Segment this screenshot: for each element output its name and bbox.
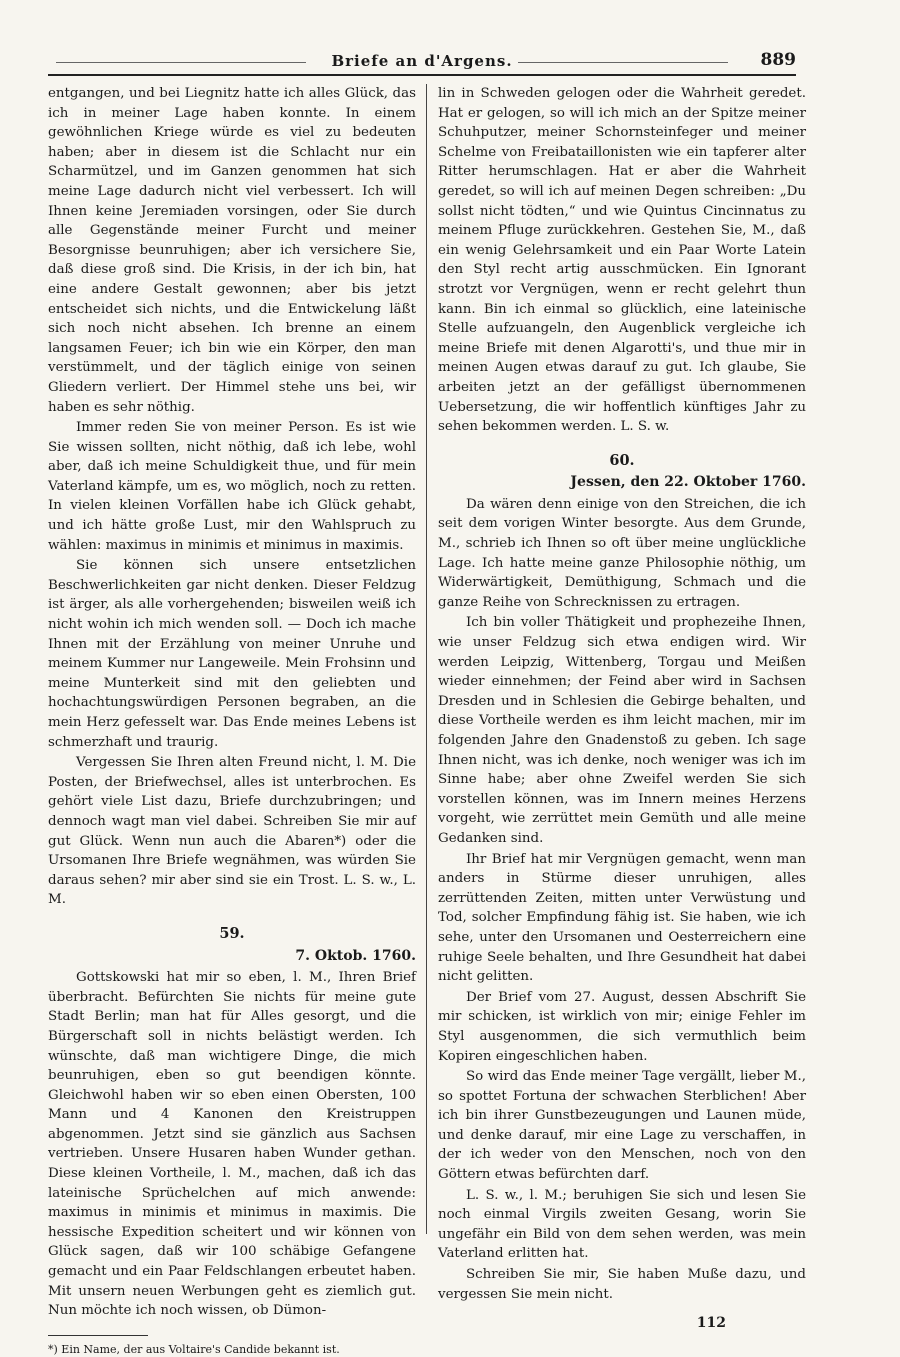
book-page — [48, 44, 806, 1356]
paragraph: lin in Schweden gelogen oder die Wahrheit geredet. Hat er gelogen, so will ich mich an der Spitze meiner Schuhputzer, meiner Schornsteinfeger und meiner Schelme von Freibataillonisten wie ein tapferer alter Ritter herumschlagen. Hat er aber die Wahrheit geredet, so will ich auf meinen Degen schreiben: „Du sollst nicht tödten,“ und wie Quintus Cincinnatus zu meinem Pfluge zurückkehren. Gestehen Sie, M., daß ein wenig Gelehrsamkeit und ein Paar Worte Latein den Styl recht artig ausschmücken. Ein Ignorant strotzt vor Vergnügen, wenn er recht gelehrt thun kann. Bin ich einmal so glücklich, eine lateinische Stelle aufzuangeln, den Augenblick vergleiche ich meine Briefe mit denen Algarotti's, und thue mir in meinen Augen etwas darauf zu gut. Ich glaube, Sie arbeiten jetzt an der gefälligst übernommenen Uebersetzung, die wir hoffentlich künftiges Jahr zu sehen bekommen werden. L. S. w. — [438, 86, 806, 435]
paragraph: Vergessen Sie Ihren alten Freund nicht, l. M. Die Posten, der Briefwechsel, alles ist unterbrochen. Es gehört viele List dazu, Briefe durchzubringen; und dennoch wagt man viel dabei. Schreiben Sie mir auf gut Glück. Wenn nun auch die Abaren*) oder die Ursomanen Ihre Briefe wegnähmen, was würden Sie daraus sehen? mir aber sind sie ein Trost. L. S. w., L. M. — [48, 755, 416, 908]
page-number: 889 — [760, 50, 796, 70]
letter-number: 60. — [609, 451, 635, 469]
paragraph: Gottskowski hat mir so eben, l. M., Ihren Brief überbracht. Befürchten Sie nichts für meine gute Stadt Berlin; man hat für Alles gesorgt, und die Bürgerschaft soll in nichts belästigt werden. Ich wünschte, daß man wichtigere Dinge, die mich beunruhigen, eben so gut beendigen könnte. Gleichwohl haben wir so eben einen Obersten, 100 Mann und 4 Kanonen den Kreistruppen abgenommen. Jetzt sind sie gänzlich aus Sachsen vertrieben. Unsere Husaren haben Wunder gethan. Diese kleinen Vortheile, l. M., machen, daß ich das lateinische Sprüchelchen auf mich anwende: maximus in minimis et minimus in maximis. Die hessische Expedition scheitert und wir können von Glück sagen, daß wir 100 schäbige Gefangene gemacht und ein Paar Feldschlangen erbeutet haben. Mit unsern neuen Werbungen geht es ziemlich gut. Nun möchte ich noch wissen, ob Dümon- — [48, 970, 416, 1319]
letter-number: 59. — [219, 924, 245, 942]
paragraph: Ihr Brief hat mir Vergnügen gemacht, wenn man anders in Stürme dieser unruhigen, alles zerrüttenden Zeiten, mitten unter Verwüstung und Tod, solcher Empfindung fähig ist. Sie haben, wie ich sehe, unter den Ursomanen und Oesterreichern eine ruhige Seele behalten, und Ihre Gesundheit hat dabei nicht gelitten. — [438, 851, 806, 985]
letter-date: 7. Oktob. 1760. — [295, 947, 416, 964]
column-divider — [426, 84, 427, 1234]
paragraph: Sie können sich unsere entsetzlichen Beschwerlichkeiten gar nicht denken. Dieser Feldzug ist ärger, als alle vorhergehenden; bisweilen weiß ich nicht wohin ich mich wenden soll. — Doch ich mache Ihnen mit der Erzählung von meiner Unruhe und meinem Kummer nur Langeweile. Mein Frohsinn und meine Munterkeit sind mit den geliebten und hochachtungswürdigen Personen begraben, an die mein Herz gefesselt war. Das Ende meines Lebens ist schmerzhaft und traurig. — [48, 558, 416, 750]
paragraph: Da wären denn einige von den Streichen, die ich seit dem vorigen Winter besorgte. Aus dem Grunde, M., schrieb ich Ihnen so oft über meine unglückliche Lage. Ich hatte meine ganze Philosophie nöthig, um Widerwärtigkeit, Demüthigung, Schmach und die ganze Reihe von Schrecknissen zu ertragen. — [438, 496, 806, 610]
header-rule-right — [518, 62, 728, 63]
running-title: Briefe an d'Argens. — [331, 52, 513, 70]
paragraph: Der Brief vom 27. August, dessen Abschrift Sie mir schicken, ist wirklich von mir; einige Fehler im Styl ausgenommen, die sich vermuthlich beim Kopiren eingeschlichen haben. — [438, 989, 806, 1064]
footnote: *) Ein Name, der aus Voltaire's Candide bekannt ist. — [48, 1342, 340, 1356]
signature-mark: 112 — [696, 1315, 726, 1332]
page-header — [48, 44, 796, 76]
paragraph: entgangen, und bei Liegnitz hatte ich alles Glück, das ich in meiner Lage haben konnte. In einem gewöhnlichen Kriege würde es viel zu bedeuten haben; aber in diesem ist die Schlacht nur ein Scharmützel, und im Ganzen genommen hat sich meine Lage dadurch nicht viel verbessert. Ich will Ihnen keine Jeremiaden vorsingen, oder Sie durch alle Gegenstände meiner Furcht und meiner Besorgnisse beunruhigen; aber ich versichere Sie, daß diese groß sind. Die Krisis, in der ich bin, hat eine andere Gestalt gewonnen; aber bis jetzt entscheidet sich nichts, und die Entwickelung läßt sich noch nicht absehen. Ich brenne an einem langsamen Feuer; ich bin wie ein Körper, den man verstümmelt, und der täglich einige von seinen Gliedern verliert. Der Himmel stehe uns bei, wir haben es sehr nöthig. — [48, 86, 416, 415]
paragraph: Ich bin voller Thätigkeit und prophezeihe Ihnen, wie unser Feldzug sich etwa endigen wird. Wir werden Leipzig, Wittenberg, Torgau und Meißen wieder einnehmen; der Feind aber wird in Sachsen Dresden und in Schlesien die Gebirge behalten, und diese Vortheile werden es ihm leicht machen, mir im folgenden Jahre den Gnadenstoß zu geben. Ich sage Ihnen nicht, was ich denke, noch weniger was ich im Sinne habe; aber ohne Zweifel werden Sie sich vorstellen können, was im Innern meines Herzens vorgeht, wie zerrüttet mein Gemüth und alle meine Gedanken sind. — [438, 615, 806, 846]
letter-date: Jessen, den 22. Oktober 1760. — [570, 474, 806, 491]
paragraph: Schreiben Sie mir, Sie haben Muße dazu, und vergessen Sie mein nicht. — [438, 1267, 806, 1302]
footnote-rule — [48, 1335, 148, 1336]
paragraph: So wird das Ende meiner Tage vergällt, lieber M., so spottet Fortuna der schwachen Sterblichen! Aber ich bin ihrer Gunstbezeugungen und Launen müde, und denke darauf, mir eine Lage zu verschaffen, in der ich weder von den Menschen, noch von den Göttern etwas befürchten darf. — [438, 1069, 806, 1183]
paragraph: Immer reden Sie von meiner Person. Es ist wie Sie wissen sollten, nicht nöthig, daß ich lebe, wohl aber, daß ich meine Schuldigkeit thue, und für mein Vaterland kämpfe, um es, wo möglich, noch zu retten. In vielen kleinen Vorfällen habe ich Glück gehabt, und ich hätte große Lust, mir den Wahlspruch zu wählen: maximus in minimis et minimus in maximis. — [48, 420, 416, 553]
paragraph: L. S. w., l. M.; beruhigen Sie sich und lesen Sie noch einmal Virgils zweiten Gesang, worin Sie ungefähr ein Bild von dem sehen werden, was mein Vaterland erlitten hat. — [438, 1187, 806, 1262]
right-column — [438, 84, 806, 1334]
left-column — [48, 84, 416, 1357]
